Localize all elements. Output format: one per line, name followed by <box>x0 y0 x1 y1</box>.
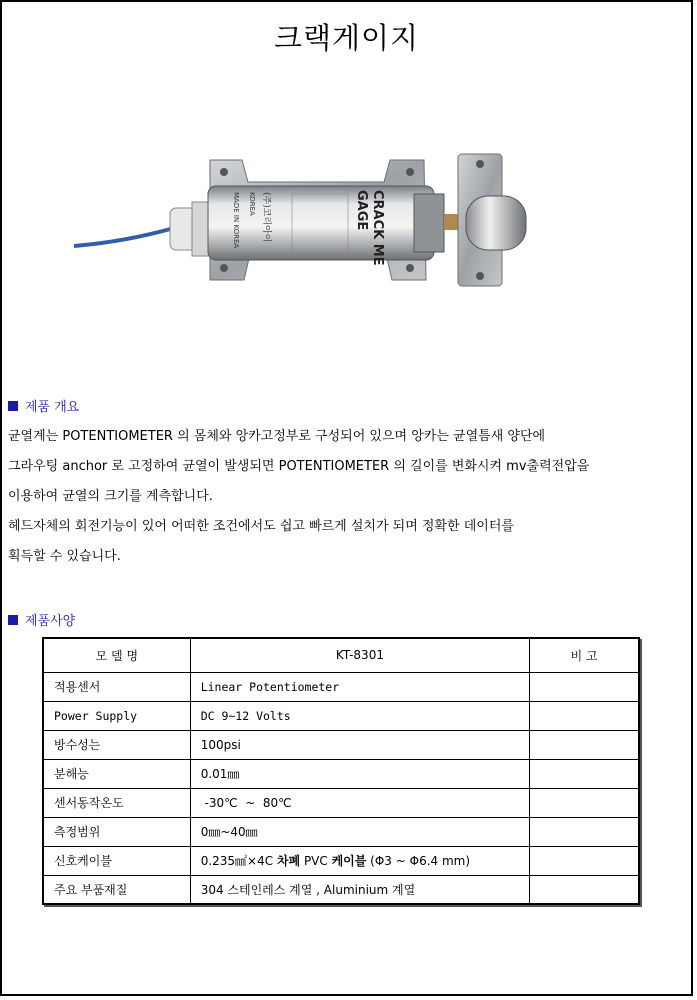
header-note: 비 고 <box>530 638 639 672</box>
body-label: GAGE <box>354 190 369 231</box>
overview-line: 그라우팅 anchor 로 고정하여 균열이 발생되면 POTENTIOMETER 의 길이를 변화시켜 mv출력전압을 <box>8 459 590 474</box>
spec-name: 적용센서 <box>43 672 190 701</box>
product-photo <box>74 150 546 292</box>
cable-shield-text: 차폐 <box>276 854 301 868</box>
table-row <box>43 788 639 817</box>
spec-name: 방수성는 <box>43 730 190 759</box>
table-row <box>43 730 639 759</box>
spec-note <box>530 875 639 904</box>
spec-value: DC 9~12 Volts <box>190 701 530 730</box>
spec-note <box>530 846 639 875</box>
square-bullet-icon <box>8 615 18 625</box>
spec-name: 신호케이블 <box>43 846 190 875</box>
spec-note <box>530 672 639 701</box>
spec-note <box>530 817 639 846</box>
spec-table <box>42 637 640 905</box>
cable-diameter-text: (Φ3 ~ Φ6.4 mm) <box>366 854 471 868</box>
header-model-value: KT-8301 <box>190 638 530 672</box>
body-label: (주)코리아이 <box>261 192 271 243</box>
overview-heading-text: 제품 개요 <box>25 400 80 415</box>
spec-name: Power Supply <box>43 701 190 730</box>
body-label: KOREA <box>248 192 256 216</box>
spec-value-cable <box>190 846 530 875</box>
spec-value: 304 스테인레스 계열 , Aluminium 계열 <box>190 875 530 904</box>
overview-line: 헤드자체의 회전기능이 있어 어떠한 조건에서도 쉽고 빠르게 설치가 되며 정확한 데이터를 <box>8 519 514 534</box>
overview-line: 획득할 수 있습니다. <box>8 549 121 564</box>
cable-text: 케이블 <box>331 854 367 868</box>
table-row <box>43 759 639 788</box>
spec-value: 100psi <box>190 730 530 759</box>
spec-note <box>530 759 639 788</box>
overview-line: 이용하여 균열의 크기를 계측합니다. <box>8 489 213 504</box>
spec-name: 주요 부품재질 <box>43 875 190 904</box>
overview-text <box>8 424 688 574</box>
spec-note <box>530 788 639 817</box>
spec-name: 분해능 <box>43 759 190 788</box>
spec-header-row <box>43 638 639 672</box>
table-row <box>43 846 639 875</box>
spec-name: 측정범위 <box>43 817 190 846</box>
body-label: MADE IN KOREA <box>232 192 240 249</box>
spec-value: 0.01㎜ <box>190 759 530 788</box>
spec-name: 센서동작온도 <box>43 788 190 817</box>
square-bullet-icon <box>8 401 18 411</box>
overview-line: 균열계는 POTENTIOMETER 의 몸체와 앙카고정부로 구성되어 있으며 앙카는 균열틈새 양단에 <box>8 429 546 444</box>
spec-note <box>530 730 639 759</box>
spec-value: -30℃ ~ 80℃ <box>190 788 530 817</box>
table-row <box>43 875 639 904</box>
table-row <box>43 701 639 730</box>
spec-heading <box>8 610 75 629</box>
spec-value: Linear Potentiometer <box>190 672 530 701</box>
body-label: CRACK ME <box>370 190 385 266</box>
spec-heading-text: 제품사양 <box>25 614 76 629</box>
table-row <box>43 672 639 701</box>
header-model: 모 델 명 <box>43 638 190 672</box>
cable-spec-part: PVC <box>300 854 332 868</box>
table-row <box>43 817 639 846</box>
overview-heading <box>8 396 79 415</box>
spec-note <box>530 701 639 730</box>
page-title: 크랙게이지 <box>273 21 420 55</box>
spec-value: 0㎜~40㎜ <box>190 817 530 846</box>
cable-spec-part: 0.235㎟×4C <box>200 854 277 868</box>
